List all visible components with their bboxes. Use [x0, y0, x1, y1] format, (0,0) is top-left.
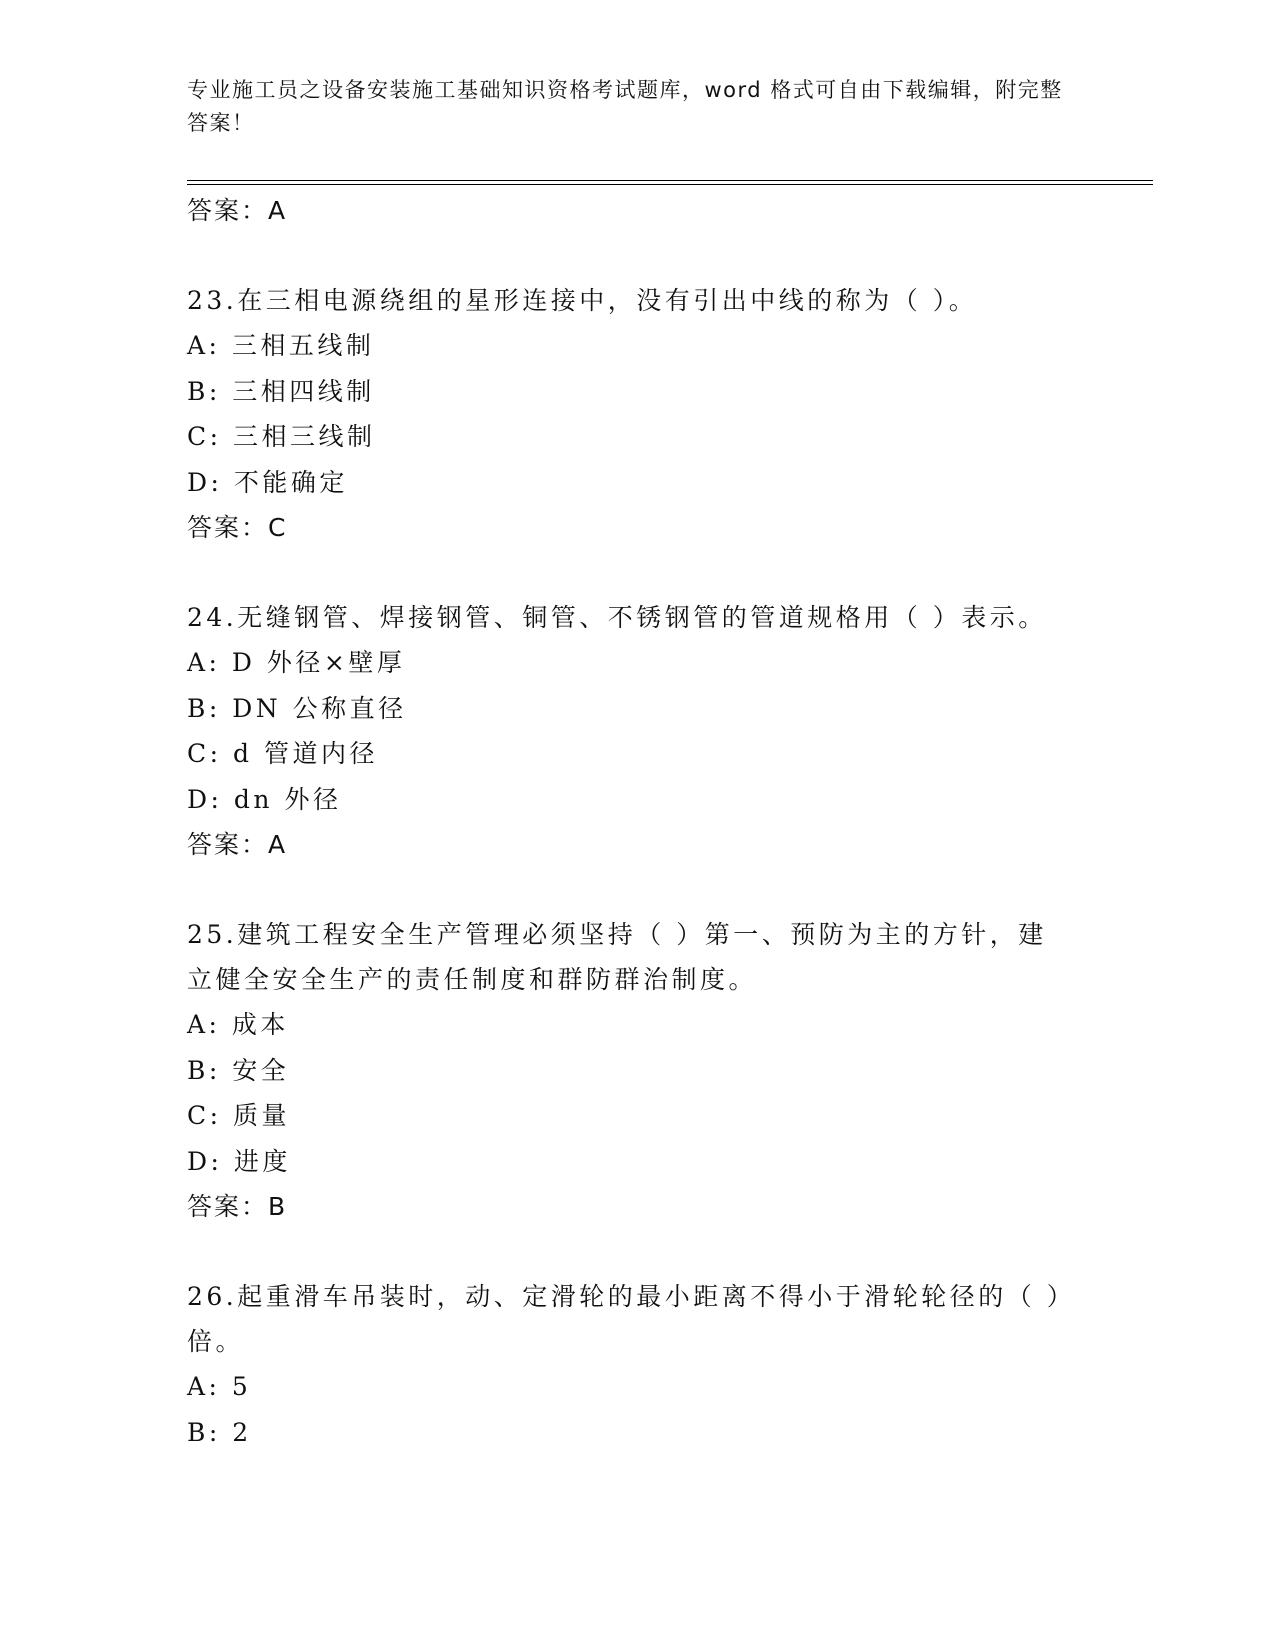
question-list — [187, 188, 1067, 1455]
question-25 — [187, 912, 1067, 1229]
option-c: C: 质量 — [187, 1101, 290, 1130]
question-text: 25.建筑工程安全生产管理必须坚持（ ）第一、预防为主的方针，建立健全安全生产的责任制度和群防群治制度。 — [187, 920, 1047, 994]
question-text: 23.在三相电源绕组的星形连接中，没有引出中线的称为（ ）。 — [187, 286, 978, 315]
question-text: 24.无缝钢管、焊接钢管、铜管、不锈钢管的管道规格用（ ）表示。 — [187, 603, 1047, 632]
option-b: B: 2 — [187, 1417, 252, 1447]
option-a: A: 三相五线制 — [187, 331, 375, 360]
option-a: A: 成本 — [187, 1010, 289, 1039]
option-a: A: 5 — [187, 1372, 252, 1401]
answer-line: 答案：C — [187, 513, 288, 542]
answer-line: 答案：A — [187, 830, 288, 859]
question-23 — [187, 278, 1067, 550]
answer-line: 答案：A — [187, 196, 288, 225]
question-26 — [187, 1274, 1067, 1455]
option-b: B: DN 公称直径 — [187, 693, 407, 723]
option-a: A: D 外径×壁厚 — [187, 648, 406, 677]
option-b: B: 安全 — [187, 1055, 290, 1085]
header-divider-top — [187, 180, 1153, 181]
header-divider-bottom — [187, 184, 1153, 185]
answer-line: 答案：B — [187, 1192, 288, 1221]
option-c: C: d 管道内径 — [187, 739, 378, 768]
option-d: D: 进度 — [187, 1146, 291, 1176]
option-b: B: 三相四线制 — [187, 376, 375, 406]
question-24 — [187, 595, 1067, 867]
document-header: 专业施工员之设备安装施工基础知识资格考试题库，word 格式可自由下载编辑，附完整答案！ — [187, 78, 1063, 135]
option-c: C: 三相三线制 — [187, 422, 376, 451]
option-d: D: 不能确定 — [187, 467, 348, 497]
option-d: D: dn 外径 — [187, 784, 342, 814]
question-text: 26.起重滑车吊装时，动、定滑轮的最小距离不得小于滑轮轮径的（ ）倍。 — [187, 1282, 1063, 1356]
